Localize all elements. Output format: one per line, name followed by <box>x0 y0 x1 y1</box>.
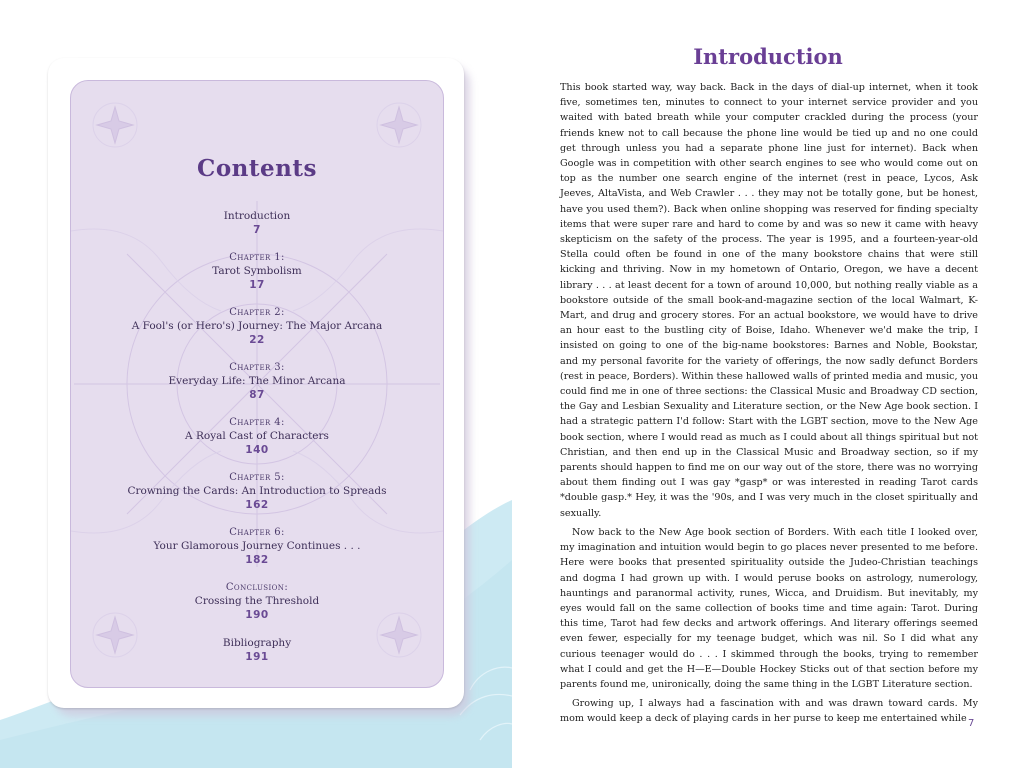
toc-entry-name: Your Glamorous Journey Continues . . . <box>153 540 361 552</box>
contents-card-panel <box>70 80 444 688</box>
toc-entry-chapter-1[interactable] <box>71 251 443 292</box>
toc-entry-name: Crossing the Threshold <box>194 595 320 607</box>
toc-entry-name: Introduction <box>223 210 291 222</box>
toc-entry-page: 17 <box>249 279 265 291</box>
toc-entry-name: A Fool's (or Hero's) Journey: The Major Arcana <box>131 320 383 332</box>
table-of-contents <box>71 209 443 678</box>
toc-entry-page: 191 <box>245 651 269 663</box>
toc-entry-chapter-5[interactable] <box>71 471 443 512</box>
toc-entry-page: 182 <box>245 554 269 566</box>
toc-entry-conclusion[interactable] <box>71 581 443 622</box>
introduction-title: Introduction <box>693 44 843 69</box>
toc-entry-name: Tarot Symbolism <box>212 265 302 277</box>
body-paragraph: This book started way, way back. Back in the days of dial-up internet, when it took five, sometimes ten, minutes to connect to your internet service provider and you waited with bated breath while your computer crackled during the process (your friends knew not to call because the phone line would be tied up and no one could get through unless you had a separate phone line just for internet). Back when Google was in competition with other search engines to see who would come out on top as the number one search engine of the internet (rest in peace, Lycos, Ask Jeeves, AltaVista, and Web Crawler . . . they may not be totally gone, but be honest, have you used them?). Back when online shopping was reserved for finding specialty items that were super rare and hard to come by and was so new it came with heavy skepticism on the safety of the process. The year is 1995, and a fourteen-year-old Stella could often be found in one of the many bookstore chains that were still kicking and thriving. Now in my hometown of Ontario, Oregon, we have a decent library . . . at least decent for a town of around 10,000, but nothing really viable as a bookstore outside of the small book-and-magazine section of the local Walmart, K-Mart, and drug and grocery stores. For an actual bookstore, we would have to drive an hour east to the bustling city of Boise, Idaho. Whenever we'd make the trip, I insisted on going to one of the big-name bookstores: Barnes and Noble, Bookstar, and my personal favorite for the variety of offerings, the now sadly defunct Borders (rest in peace, Borders). Within these hallowed walls of printed media and music, you could find me in one of three sections: the Classical Music and Broadway CD section, the Gay and Lesbian Sexuality and Literature section, or the New Age book section. I had a strategic pattern I'd follow: Start with the LGBT section, move to the New Age book section, where I would read as much as I could about all things spiritual but not Christian, and then end up in the Classical Music and Broadway section, so if my parents should happen to find me on our way out of the store, there was no worrying about them finding out I was gay *gasp* or was interested in reading Tarot cards *double gasp.* Hey, it was the '90s, and I was very much in the closet spiritually and sexually. <box>560 82 978 519</box>
toc-entry-introduction[interactable] <box>71 209 443 237</box>
toc-entry-bibliography[interactable] <box>71 636 443 664</box>
toc-entry-chapter-label: Chapter 5: <box>229 472 285 483</box>
toc-entry-chapter-label: Chapter 6: <box>229 527 285 538</box>
toc-entry-name: Everyday Life: The Minor Arcana <box>168 375 346 387</box>
toc-entry-page: 7 <box>253 224 261 236</box>
body-paragraph: Now back to the New Age book section of Borders. With each title I looked over, my imagination and intuition would begin to go places never presented to me before. Here were books that presented spirituality outside the Judeo-Christian teachings and dogma I had grown up with. I would peruse books on astrology, numerology, hauntings and paranormal activity, runes, Wicca, and Druidism. But inevitably, my eyes would fall on the same collection of books time and time again: Tarot. During this time, Tarot had few decks and artwork offerings. And literary offerings seemed even fewer, especially for my teenage budget, which was nil. So I did what any curious teenager would do . . . I skimmed through the books, trying to remember what I could and get the H—E—Double Hockey Sticks out of that section before my parents found me, unironically, doing the same thing in the LGBT Literature section. <box>560 526 978 690</box>
page-number: 7 <box>968 718 975 729</box>
toc-entry-chapter-6[interactable] <box>71 526 443 567</box>
toc-entry-chapter-4[interactable] <box>71 416 443 457</box>
toc-entry-name: Crowning the Cards: An Introduction to Spreads <box>127 485 387 497</box>
toc-entry-name: Bibliography <box>222 637 292 649</box>
toc-entry-chapter-label: Conclusion: <box>225 582 289 593</box>
body-paragraph: Growing up, I always had a fascination with and was drawn toward cards. My mom would keep a deck of playing cards in her purse to keep me entertained while <box>560 698 978 725</box>
toc-entry-chapter-3[interactable] <box>71 361 443 402</box>
toc-entry-page: 22 <box>249 334 265 346</box>
right-page <box>512 0 1024 768</box>
toc-entry-page: 190 <box>245 609 269 621</box>
toc-entry-chapter-label: Chapter 1: <box>229 252 285 263</box>
toc-entry-name: A Royal Cast of Characters <box>185 430 329 442</box>
toc-entry-chapter-label: Chapter 4: <box>229 417 285 428</box>
toc-entry-page: 140 <box>245 444 269 456</box>
contents-title: Contents <box>197 155 317 182</box>
toc-entry-chapter-label: Chapter 2: <box>229 307 285 318</box>
toc-entry-chapter-2[interactable] <box>71 306 443 347</box>
introduction-body <box>560 80 978 731</box>
toc-entry-page: 87 <box>249 389 265 401</box>
contents-card <box>48 58 464 708</box>
toc-entry-page: 162 <box>245 499 269 511</box>
toc-entry-chapter-label: Chapter 3: <box>229 362 285 373</box>
